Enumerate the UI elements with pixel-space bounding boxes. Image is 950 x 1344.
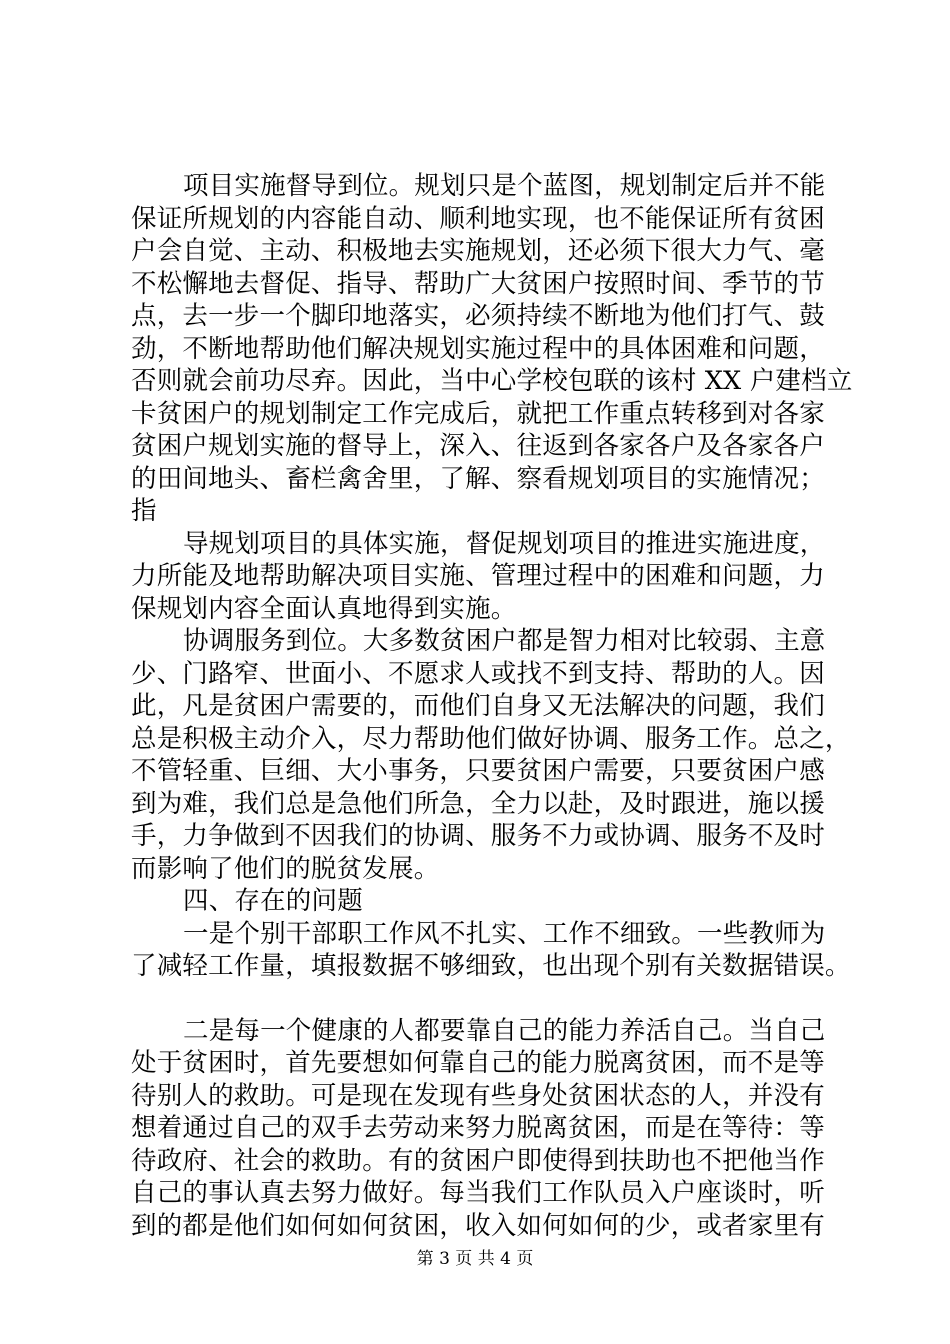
text-line: 导规划项目的具体实施，督促规划项目的推进实施进度， xyxy=(183,528,826,559)
text-line: 劲，不断地帮助他们解决规划实施过程中的具体困难和问题， xyxy=(131,333,825,364)
text-line: 到的都是他们如何如何贫困，收入如何如何的少，或者家里有 xyxy=(131,1210,825,1241)
document-body xyxy=(131,170,861,1242)
text-line: 而影响了他们的脱贫发展。 xyxy=(131,853,440,884)
text-line: 协调服务到位。大多数贫困户都是智力相对比较弱、主意 xyxy=(183,626,826,656)
paragraph-issue-two xyxy=(131,1015,861,1243)
text-line: 卡贫困户的规划制定工作完成后，就把工作重点转移到对各家 xyxy=(131,398,825,429)
text-line: 的田间地头、畜栏禽舍里，了解、察看规划项目的实施情况； xyxy=(131,463,825,494)
section-heading: 四、存在的问题 xyxy=(183,886,363,916)
text-line: 户会自觉、主动、积极地去实施规划，还必须下很大力气、毫 xyxy=(131,236,825,266)
text-line: 贫困户规划实施的督导上，深入、往返到各家各户及各家各户 xyxy=(131,431,825,461)
text-line: 保证所规划的内容能自动、顺利地实现，也不能保证所有贫困 xyxy=(131,203,825,234)
paragraph-guidance xyxy=(131,528,861,626)
text-line: 保规划内容全面认真地得到实施。 xyxy=(131,593,517,624)
text-line: 指 xyxy=(131,496,157,526)
text-line: 待别人的救助。可是现在发现有些身处贫困状态的人，并没有 xyxy=(131,1080,825,1111)
page-number-footer: 第 3 页 共 4 页 xyxy=(416,1249,534,1269)
text-line: 少、门路窄、世面小、不愿求人或找不到支持、帮助的人。因 xyxy=(131,658,825,689)
text-line: 总是积极主动介入，尽力帮助他们做好协调、服务工作。总之， xyxy=(131,723,851,754)
text-line: 此，凡是贫困户需要的，而他们自身又无法解决的问题，我们 xyxy=(131,691,825,721)
text-line: 处于贫困时，首先要想如何靠自己的能力脱离贫困，而不是等 xyxy=(131,1048,825,1078)
text-line: 点，去一步一个脚印地落实，必须持续不断地为他们打气、鼓 xyxy=(131,301,825,331)
paragraph-supervision xyxy=(131,170,861,528)
text-line: 待政府、社会的救助。有的贫困户即使得到扶助也不把他当作 xyxy=(131,1145,825,1176)
text-line: 手，力争做到不因我们的协调、服务不力或协调、服务不及时 xyxy=(131,821,825,851)
paragraph-coordination xyxy=(131,625,861,885)
text-line: 到为难，我们总是急他们所急，全力以赴，及时跟进，施以援 xyxy=(131,788,825,819)
text-line: 二是每一个健康的人都要靠自己的能力养活自己。当自己 xyxy=(183,1015,826,1046)
text-line: 想着通过自己的双手去劳动来努力脱离贫困，而是在等待：等 xyxy=(131,1113,825,1143)
text-line: 不管轻重、巨细、大小事务，只要贫困户需要，只要贫困户感 xyxy=(131,756,825,786)
text-line: 自己的事认真去努力做好。每当我们工作队员入户座谈时，听 xyxy=(131,1178,825,1208)
text-line: 否则就会前功尽弃。因此，当中心学校包联的该村 XX 户建档立 xyxy=(131,366,853,396)
paragraph-issue-one xyxy=(131,918,861,983)
paragraph-gap xyxy=(131,983,861,1015)
text-line: 了减轻工作量，填报数据不够细致，也出现个别有关数据错误。 xyxy=(131,951,851,981)
text-line: 一是个别干部职工作风不扎实、工作不细致。一些教师为 xyxy=(183,918,826,949)
text-line: 不松懈地去督促、指导、帮助广大贫困户按照时间、季节的节 xyxy=(131,268,825,299)
text-line: 力所能及地帮助解决项目实施、管理过程中的困难和问题，力 xyxy=(131,561,825,591)
text-line: 项目实施督导到位。规划只是个蓝图，规划制定后并不能 xyxy=(183,171,826,201)
